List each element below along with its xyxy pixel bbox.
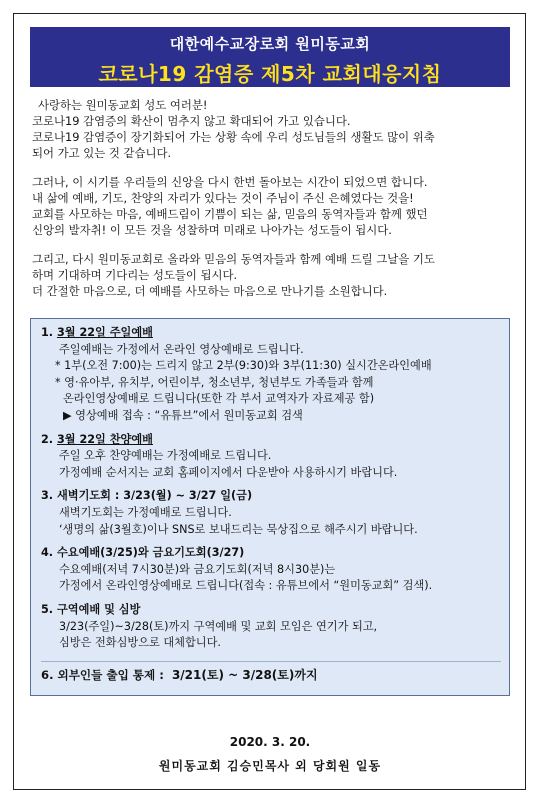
intro-line: 되어 가고 있는 것 같습니다. [32, 146, 172, 160]
section-line: 온라인영상예배로 드립니다(또한 각 부서 교역자가 자료제공 함) [63, 392, 375, 406]
intro-line: 코로나19 감염증이 장기화되어 가는 상황 속에 우리 성도님들의 생활도 많이 위축 [32, 130, 435, 144]
intro-letter [32, 97, 512, 299]
section-dawn-prayer [41, 488, 501, 538]
header-banner [30, 27, 510, 87]
intro-line: 하며 기대하며 기다리는 성도들이 됩시다. [32, 268, 238, 282]
intro-line: 교회를 사모하는 마음, 예배드림이 기쁨이 되는 삶, 믿음의 동역자들과 함께 했던 [32, 207, 428, 221]
section-wednesday-friday [41, 545, 501, 595]
section-title: 3. 새벽기도회 : 3/23(월) ~ 3/27 일(금) [41, 489, 253, 503]
section-line: 가정에서 온라인영상예배로 드립니다(접속 : 유튜브에서 “원미동교회” 검색). [59, 579, 433, 593]
section-line: 가정예배 순서지는 교회 홈페이지에서 다운받아 사용하시기 바랍니다. [59, 465, 398, 479]
organization-name: 대한예수교장로회 원미동교회 [169, 35, 371, 53]
section-line: 3/23(주일)~3/28(토)까지 구역예배 및 교회 모임은 연기가 되고, [59, 619, 378, 633]
section-line: ‘생명의 삶(3월호)이나 SNS로 보내드리는 묵상집으로 해주시기 바랍니다. [59, 522, 418, 536]
intro-line: 그리고, 다시 원미동교회로 올라와 믿음의 동역자들과 함께 예배 드릴 그날을 기도 [32, 252, 435, 266]
section-cell-group [41, 602, 501, 652]
visitor-control-label: 외부인들 출입 통제 : [57, 667, 164, 682]
intro-line: 코로나19 감염증의 확산이 멈추지 않고 확대되어 가고 있습니다. [32, 114, 351, 128]
document-title: 코로나19 감염증 제5차 교회대응지침 [98, 62, 442, 86]
intro-line: 그러나, 이 시기를 우리들의 신앙을 다시 한번 돌아보는 시간이 되었으면 합니다. [32, 175, 428, 189]
intro-line: 사랑하는 원미동교회 성도 여러분! [38, 98, 208, 112]
visitor-control-dates: 3/21(토) ~ 3/28(토)까지 [171, 667, 318, 682]
intro-line: 신앙의 발자취! 이 모든 것을 성찰하며 미래로 나아가는 성도들이 됩시다. [32, 223, 392, 237]
section-line: ▶ 영상예배 접속 : “유튜브”에서 원미동교회 검색 [63, 408, 303, 422]
section-line: 수요예배(저녁 7시30분)와 금요기도회(저녁 8시30분)는 [59, 562, 336, 576]
section-line: 심방은 전화심방으로 대체합니다. [59, 636, 221, 650]
intro-line: 내 삶에 예배, 기도, 찬양의 자리가 있다는 것이 주님이 주신 은혜였다는 것을! [32, 191, 414, 205]
section-title: 5. 구역예배 및 심방 [41, 602, 141, 616]
section-line: 주일예배는 가정에서 온라인 영상예배로 드립니다. [59, 342, 304, 356]
section-line: 새벽기도회는 가정예배로 드립니다. [59, 505, 232, 519]
section-praise-service [41, 432, 501, 482]
section-title: 4. 수요예배(3/25)와 금요기도회(3/27) [41, 546, 245, 560]
section-title: 2. 3월 22일 찬양예배 [41, 432, 153, 446]
section-title: 1. 3월 22일 주일예배 [41, 326, 153, 339]
section-line: * 영·유아부, 유치부, 어린이부, 청소년부, 청년부도 가족들과 함께 [55, 375, 374, 389]
document-signature: 원미동교회 김승민목사 외 당회원 일동 [158, 759, 382, 773]
section-sunday-service [41, 325, 501, 425]
section-line: 주일 오후 찬양예배는 가정예배로 드립니다. [59, 449, 272, 463]
notice-box [30, 318, 510, 696]
section-visitor-control: 6. 외부인들 출입 통제 : 3/21(토) ~ 3/28(토)까지 [41, 661, 501, 684]
document-date: 2020. 3. 20. [229, 735, 311, 749]
intro-line: 더 간절한 마음으로, 더 예배를 사모하는 마음으로 만나기를 소원합니다. [32, 284, 388, 298]
section-line: * 1부(오전 7:00)는 드리지 않고 2부(9:30)와 3부(11:30) 실시간온라인예배 [55, 359, 432, 373]
